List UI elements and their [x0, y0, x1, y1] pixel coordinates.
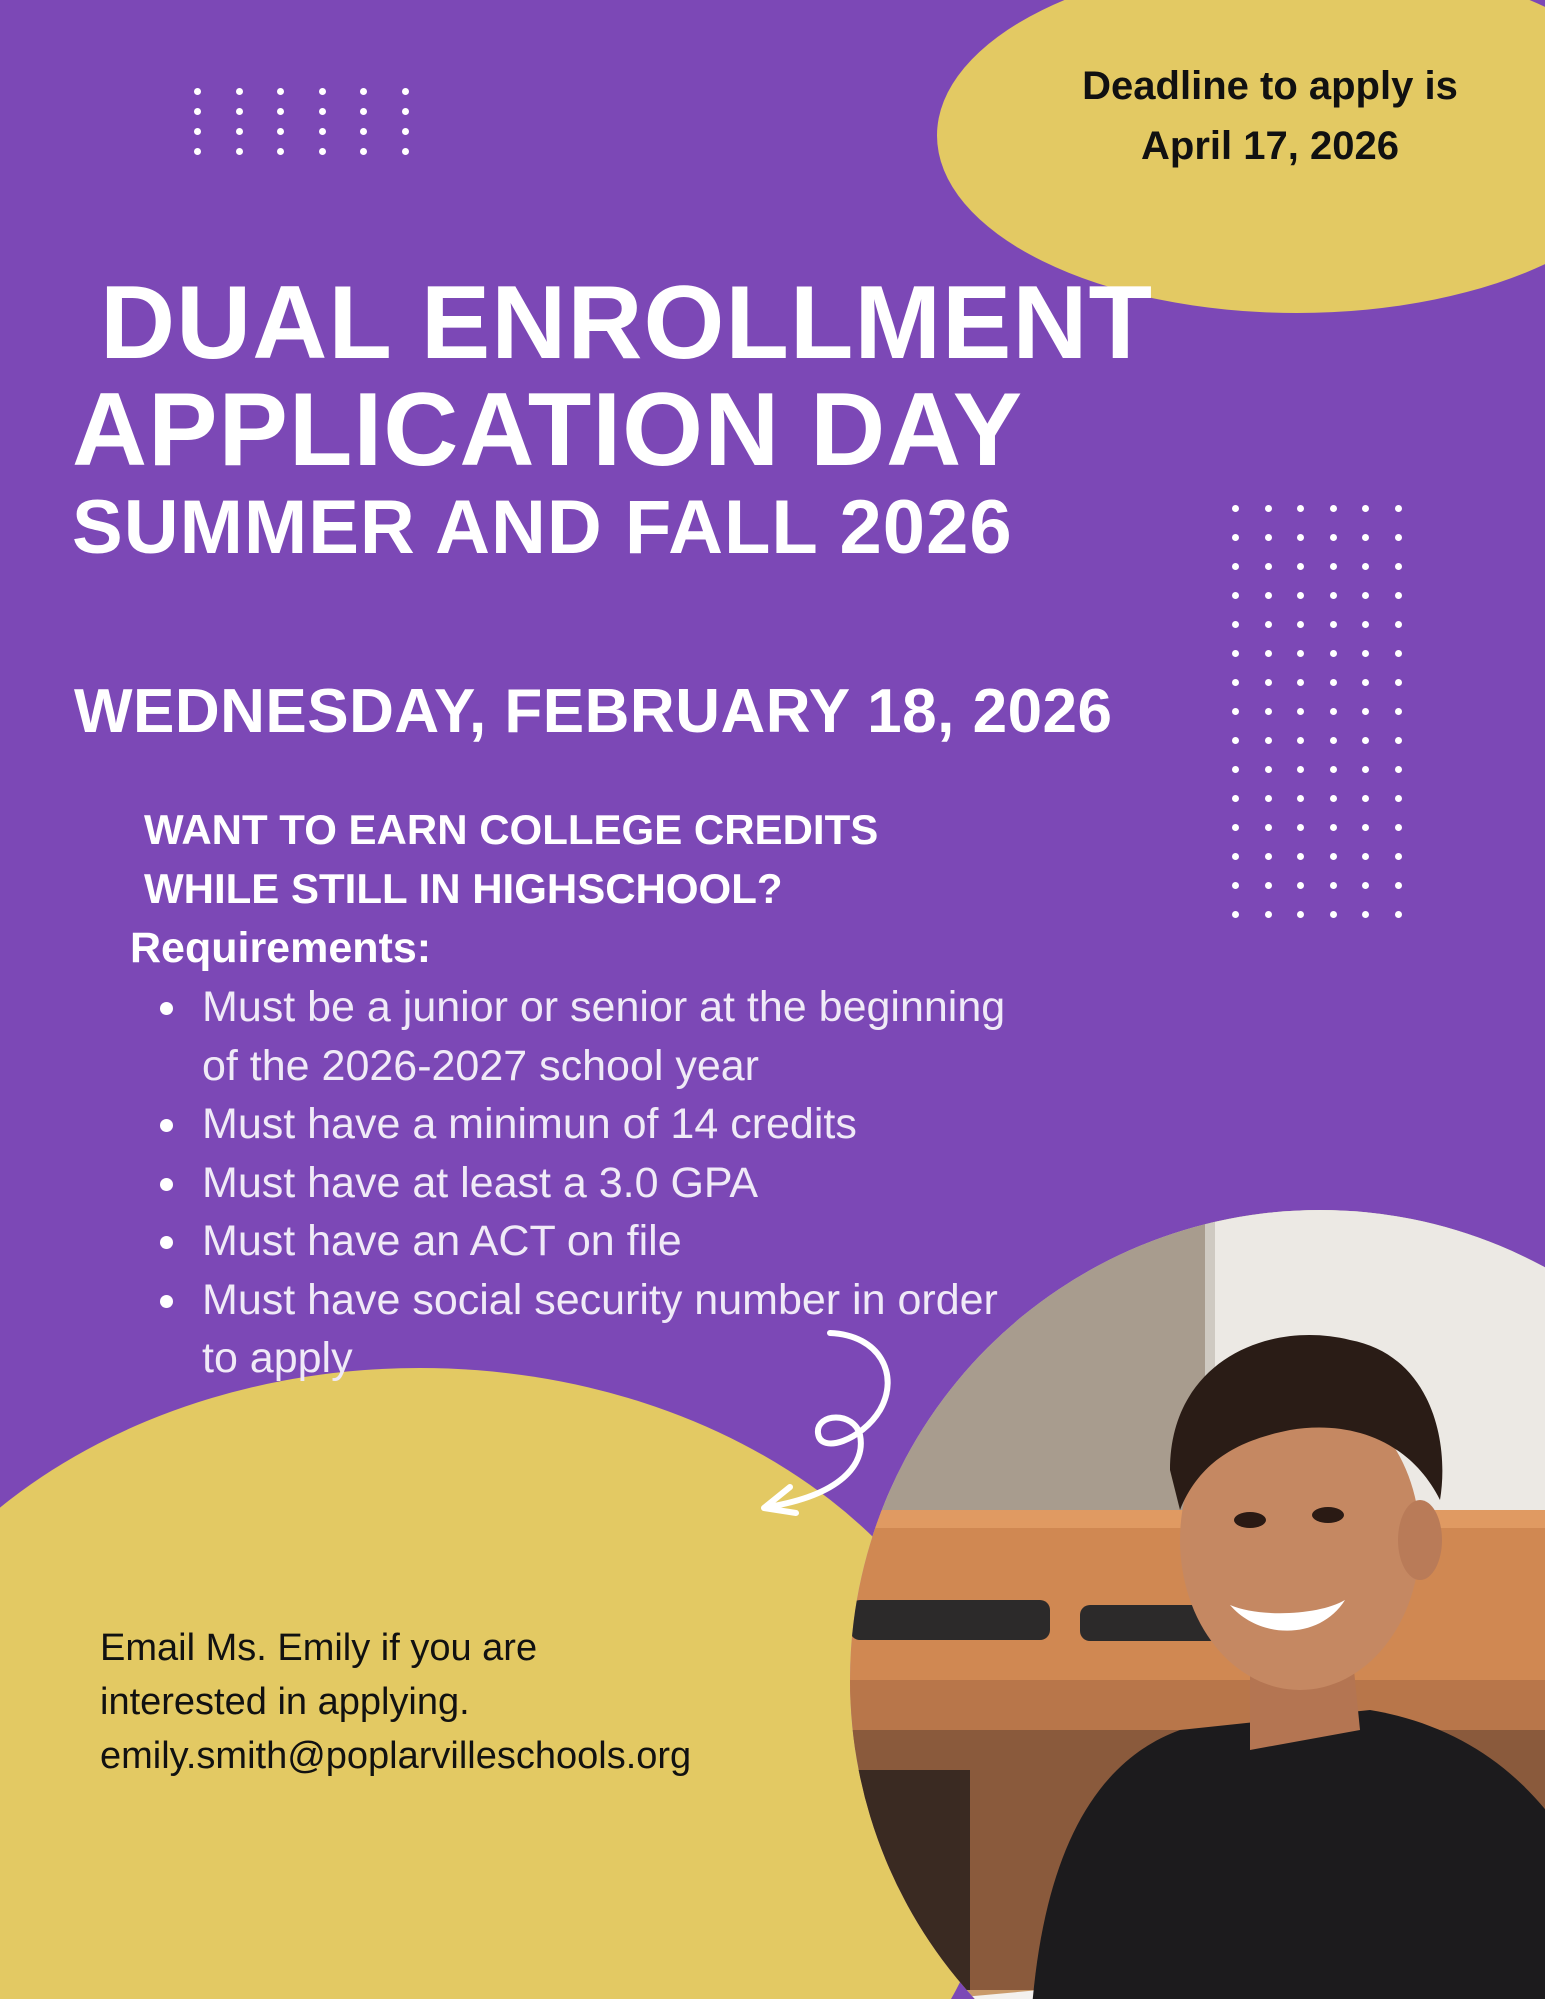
title-line-3: SUMMER AND FALL 2026 [72, 485, 1013, 570]
dot [1362, 534, 1369, 541]
dot [1362, 650, 1369, 657]
dot [1297, 737, 1304, 744]
dot [1232, 824, 1239, 831]
deadline-notice [1040, 56, 1500, 176]
dot [1297, 679, 1304, 686]
dot [360, 148, 367, 155]
dot [1330, 679, 1337, 686]
dot [194, 88, 201, 95]
dot [1395, 650, 1402, 657]
dot [277, 108, 284, 115]
dot [319, 88, 326, 95]
dot [277, 148, 284, 155]
dot [1265, 882, 1272, 889]
list-item-text: Must have a minimun of 14 credits [202, 1100, 857, 1148]
dot [1395, 563, 1402, 570]
dot [1232, 650, 1239, 657]
dot [1265, 737, 1272, 744]
dot [1395, 911, 1402, 918]
dot [1395, 505, 1402, 512]
dot [1362, 592, 1369, 599]
dot [1330, 795, 1337, 802]
list-item [158, 1271, 1088, 1388]
dot [1265, 563, 1272, 570]
list-item-text: Must have social security number in order [202, 1275, 998, 1324]
requirements-heading: Requirements: [130, 924, 432, 972]
dot [1232, 563, 1239, 570]
dot [236, 128, 243, 135]
dot [1297, 795, 1304, 802]
dot [319, 108, 326, 115]
dot [1362, 708, 1369, 715]
dot [402, 128, 409, 135]
dot [1362, 621, 1369, 628]
dot [1265, 853, 1272, 860]
bullet-icon [160, 1295, 173, 1308]
dot [1362, 882, 1369, 889]
dot [1232, 679, 1239, 686]
contact-line-2: interested in applying. [100, 1681, 470, 1723]
dot [1362, 824, 1369, 831]
dot [1330, 766, 1337, 773]
dot [1330, 882, 1337, 889]
dot [194, 108, 201, 115]
dot [1297, 766, 1304, 773]
dot [1265, 766, 1272, 773]
dot [236, 148, 243, 155]
event-date: WEDNESDAY, FEBRUARY 18, 2026 [74, 677, 1113, 746]
dot [1395, 621, 1402, 628]
dot [1265, 534, 1272, 541]
list-item-text: Must have an ACT on file [202, 1217, 682, 1265]
dot [1395, 795, 1402, 802]
list-item-text-cont: of the 2026-2027 school year [202, 1041, 760, 1090]
dot [1265, 592, 1272, 599]
dot [1297, 534, 1304, 541]
list-item-text: Must be a junior or senior at the beginning [202, 983, 1006, 1031]
dot [1330, 534, 1337, 541]
dot [277, 128, 284, 135]
dot [1330, 621, 1337, 628]
dot [1232, 853, 1239, 860]
requirements-list [158, 978, 1088, 1388]
dot [1395, 853, 1402, 860]
dot [402, 148, 409, 155]
dot [1395, 737, 1402, 744]
dot [1395, 824, 1402, 831]
dot [1265, 824, 1272, 831]
list-item [158, 978, 1088, 1095]
bullet-icon [160, 1236, 173, 1249]
dot [1265, 621, 1272, 628]
dot [1232, 708, 1239, 715]
dot [1362, 563, 1369, 570]
dot [1330, 708, 1337, 715]
dot [1232, 911, 1239, 918]
list-item [158, 1212, 1088, 1271]
dot [1265, 679, 1272, 686]
dot [1362, 795, 1369, 802]
question-line-1: WANT TO EARN COLLEGE CREDITS [144, 806, 879, 853]
dot [194, 128, 201, 135]
dot [236, 108, 243, 115]
dot [360, 88, 367, 95]
dot [1297, 621, 1304, 628]
dot [319, 148, 326, 155]
dot [1297, 853, 1304, 860]
dot [1395, 708, 1402, 715]
dot [402, 108, 409, 115]
dot [1362, 766, 1369, 773]
dot [1297, 505, 1304, 512]
dot [1297, 708, 1304, 715]
dot [1232, 621, 1239, 628]
dot [1265, 795, 1272, 802]
dot [1395, 766, 1402, 773]
dot [277, 88, 284, 95]
dot [1395, 882, 1402, 889]
dot [1297, 650, 1304, 657]
dot [1330, 650, 1337, 657]
dot [1265, 505, 1272, 512]
dot [1362, 505, 1369, 512]
dot [1297, 592, 1304, 599]
dot [1232, 534, 1239, 541]
dot [236, 88, 243, 95]
curly-arrow-icon [750, 1325, 910, 1525]
dot [1395, 679, 1402, 686]
contact-email[interactable]: emily.smith@poplarvilleschools.org [100, 1735, 692, 1777]
dot [1232, 766, 1239, 773]
dot [1330, 505, 1337, 512]
dot [1362, 853, 1369, 860]
title-line-2: APPLICATION DAY [72, 372, 1024, 488]
dot [1362, 737, 1369, 744]
dot [1330, 824, 1337, 831]
dot [360, 128, 367, 135]
list-item-text-cont: to apply [202, 1334, 353, 1382]
dot [1232, 737, 1239, 744]
bullet-icon [160, 1119, 173, 1132]
dot [402, 88, 409, 95]
flyer-title [72, 265, 1222, 571]
question-heading [144, 800, 1044, 918]
dot [1395, 534, 1402, 541]
deadline-line-1: Deadline to apply is [1082, 64, 1458, 108]
dot [1362, 911, 1369, 918]
dot [1265, 650, 1272, 657]
dot [1232, 795, 1239, 802]
question-line-2: WHILE STILL IN HIGHSCHOOL? [144, 865, 783, 912]
dot [1330, 592, 1337, 599]
dot [1297, 911, 1304, 918]
list-item-text: Must have at least a 3.0 GPA [202, 1158, 759, 1207]
dot [194, 148, 201, 155]
dot [1232, 592, 1239, 599]
dot [1330, 563, 1337, 570]
contact-line-1: Email Ms. Emily if you are [100, 1627, 538, 1669]
dot [1362, 679, 1369, 686]
contact-info [100, 1621, 820, 1783]
bullet-icon [160, 1002, 173, 1015]
dot [1395, 592, 1402, 599]
dot [1330, 853, 1337, 860]
dot [319, 128, 326, 135]
deadline-date: April 17, 2026 [1141, 124, 1399, 168]
dot [1232, 505, 1239, 512]
dot [1330, 911, 1337, 918]
dot [1265, 911, 1272, 918]
dot [1330, 737, 1337, 744]
bullet-icon [160, 1178, 173, 1191]
dot [1297, 824, 1304, 831]
dot [1232, 882, 1239, 889]
title-line-1: DUAL ENROLLMENT [100, 265, 1154, 381]
dot [360, 108, 367, 115]
dot [1297, 563, 1304, 570]
list-item [158, 1154, 1088, 1213]
list-item [158, 1095, 1088, 1154]
dot [1297, 882, 1304, 889]
dot [1265, 708, 1272, 715]
